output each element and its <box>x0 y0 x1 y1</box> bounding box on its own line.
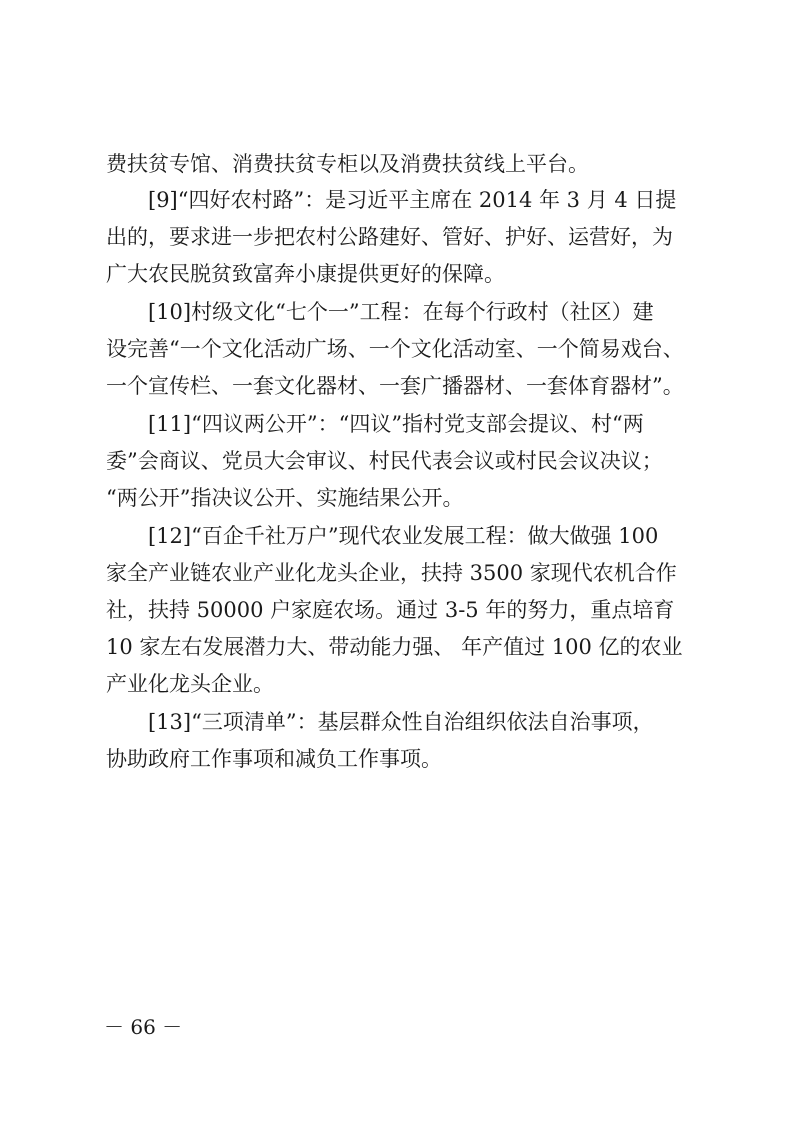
page-number: － 66 － <box>104 1015 183 1039</box>
text-line-content: 一个宣传栏、一套文化器材、一套广播器材、一套体育器材”。 <box>106 374 684 398</box>
text-line-content: 产业化龙头企业。 <box>106 672 274 696</box>
text-line-content: 费扶贫专馆、消费扶贫专柜以及消费扶贫线上平台。 <box>106 152 589 176</box>
text-line-content: [10]村级文化“七个一”工程：在每个行政村（社区）建 <box>148 300 654 324</box>
text-line-content: 广大农民脱贫致富奔小康提供更好的保障。 <box>106 262 505 286</box>
text-line-content: 设完善“一个文化活动广场、一个文化活动室、一个简易戏台、 <box>106 337 684 361</box>
text-line-content: “两公开”指决议公开、实施结果公开。 <box>106 486 464 510</box>
text-line-content: [12]“百企千社万户”现代农业发展工程：做大做强 100 <box>148 524 659 548</box>
text-line-content: 出的，要求进一步把农村公路建好、管好、护好、运营好，为 <box>106 225 673 249</box>
text-line-content: [13]“三项清单”：基层群众性自治组织依法自治事项， <box>148 710 654 734</box>
text-line-content: [11]“四议两公开”：“四议”指村党支部会提议、村“两 <box>148 412 644 436</box>
text-line-content: 10 家左右发展潜力大、带动能力强、 年产值过 100 亿的农业 <box>106 635 683 659</box>
text-line-content: 社，扶持 50000 户家庭农场。通过 3-5 年的努力，重点培育 <box>106 598 675 622</box>
text-line-content: 委”会商议、党员大会审议、村民代表会议或村民会议决议； <box>106 449 663 473</box>
text-line-content: [9]“四好农村路”：是习近平主席在 2014 年 3 月 4 日提 <box>148 188 677 212</box>
text-line-content: 家全产业链农业产业化龙头企业，扶持 3500 家现代农机合作 <box>106 561 677 585</box>
text-line-content: 协助政府工作事项和减负工作事项。 <box>106 747 442 771</box>
